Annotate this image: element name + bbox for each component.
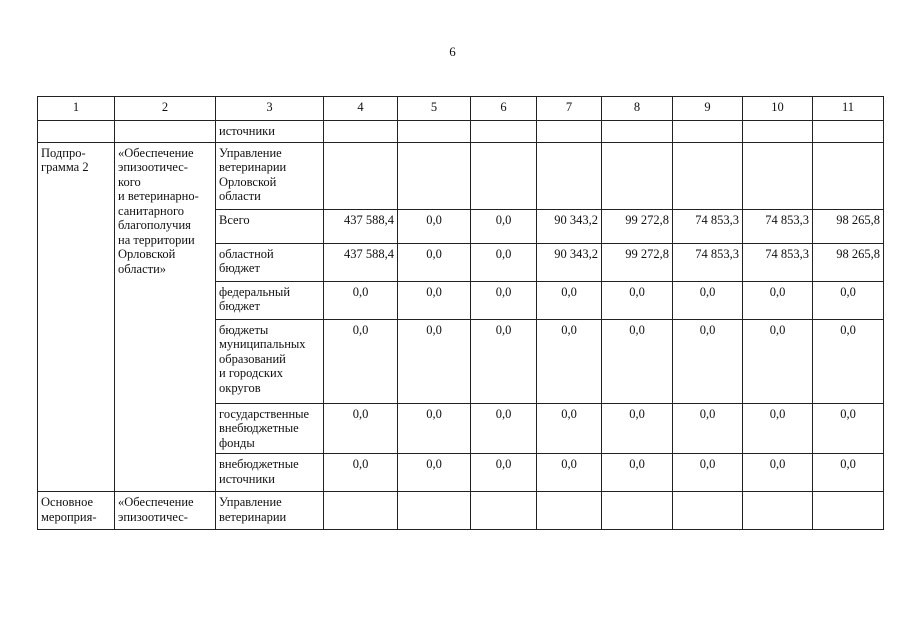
funding-value: 0,0 <box>537 319 602 403</box>
funding-value: 0,0 <box>471 454 537 492</box>
subprogram-title: «Обеспечение эпизоотичес- кого и ветеринарно- санитарного благополучия на территории Орловской области» <box>115 142 216 492</box>
funding-value: 0,0 <box>471 281 537 319</box>
funding-value: 0,0 <box>602 403 673 454</box>
funding-value: 0,0 <box>602 319 673 403</box>
subprogram-manager-row <box>38 142 884 209</box>
header-cell: 1 <box>38 97 115 121</box>
empty-cell <box>673 142 743 209</box>
empty-cell <box>398 142 471 209</box>
funding-value: 0,0 <box>673 319 743 403</box>
funding-value: 0,0 <box>602 454 673 492</box>
header-cell: 5 <box>398 97 471 121</box>
funding-value: 0,0 <box>743 454 813 492</box>
funding-source-label: внебюджетные источники <box>216 454 324 492</box>
main-event-row <box>38 492 884 530</box>
sources-continuation-row <box>38 121 884 143</box>
empty-cell <box>743 492 813 530</box>
funding-value: 0,0 <box>813 454 884 492</box>
empty-cell <box>537 142 602 209</box>
empty-cell <box>38 121 115 143</box>
funding-value: 0,0 <box>471 403 537 454</box>
funding-value: 0,0 <box>537 454 602 492</box>
header-cell: 7 <box>537 97 602 121</box>
empty-cell <box>813 121 884 143</box>
empty-cell <box>602 142 673 209</box>
funding-value: 99 272,8 <box>602 209 673 243</box>
funding-value: 0,0 <box>537 403 602 454</box>
empty-cell <box>602 121 673 143</box>
empty-cell <box>537 121 602 143</box>
main-event-title: «Обеспечение эпизоотичес- <box>115 492 216 530</box>
funding-value: 74 853,3 <box>673 209 743 243</box>
funding-value: 0,0 <box>471 243 537 281</box>
funding-value: 98 265,8 <box>813 243 884 281</box>
page-number: 6 <box>449 44 456 59</box>
funding-value: 90 343,2 <box>537 243 602 281</box>
budget-table <box>37 96 884 530</box>
funding-value: 0,0 <box>813 319 884 403</box>
empty-cell <box>813 492 884 530</box>
empty-cell <box>324 121 398 143</box>
funding-source-label: областной бюджет <box>216 243 324 281</box>
responsible-executor: Управление ветеринарии Орловской области <box>216 142 324 209</box>
funding-source-label: Всего <box>216 209 324 243</box>
empty-cell <box>324 142 398 209</box>
main-event-name: Основное мероприя- <box>38 492 115 530</box>
funding-value: 0,0 <box>324 403 398 454</box>
header-cell: 4 <box>324 97 398 121</box>
funding-value: 0,0 <box>673 454 743 492</box>
funding-value: 437 588,4 <box>324 243 398 281</box>
funding-value: 74 853,3 <box>673 243 743 281</box>
sources-label: источники <box>216 121 324 143</box>
main-event-executor: Управление ветеринарии <box>216 492 324 530</box>
header-cell: 11 <box>813 97 884 121</box>
funding-value: 0,0 <box>673 403 743 454</box>
funding-value: 0,0 <box>471 319 537 403</box>
header-cell: 8 <box>602 97 673 121</box>
funding-value: 0,0 <box>537 281 602 319</box>
subprogram-name: Подпро- грамма 2 <box>38 142 115 492</box>
empty-cell <box>743 121 813 143</box>
empty-cell <box>324 492 398 530</box>
header-cell: 9 <box>673 97 743 121</box>
empty-cell <box>398 492 471 530</box>
funding-source-label: бюджеты муниципальных образований и городских округов <box>216 319 324 403</box>
funding-value: 0,0 <box>471 209 537 243</box>
funding-value: 0,0 <box>324 319 398 403</box>
funding-value: 437 588,4 <box>324 209 398 243</box>
funding-value: 0,0 <box>398 243 471 281</box>
funding-value: 0,0 <box>743 319 813 403</box>
funding-value: 0,0 <box>813 403 884 454</box>
header-cell: 6 <box>471 97 537 121</box>
empty-cell <box>471 142 537 209</box>
empty-cell <box>813 142 884 209</box>
empty-cell <box>673 121 743 143</box>
funding-value: 0,0 <box>813 281 884 319</box>
funding-value: 0,0 <box>743 281 813 319</box>
funding-value: 74 853,3 <box>743 243 813 281</box>
funding-value: 0,0 <box>324 454 398 492</box>
funding-value: 99 272,8 <box>602 243 673 281</box>
empty-cell <box>471 492 537 530</box>
funding-value: 98 265,8 <box>813 209 884 243</box>
header-cell: 3 <box>216 97 324 121</box>
funding-value: 0,0 <box>673 281 743 319</box>
empty-cell <box>743 142 813 209</box>
header-cell: 10 <box>743 97 813 121</box>
funding-value: 90 343,2 <box>537 209 602 243</box>
funding-value: 0,0 <box>398 319 471 403</box>
funding-value: 0,0 <box>743 403 813 454</box>
header-row <box>38 97 884 121</box>
header-cell: 2 <box>115 97 216 121</box>
empty-cell <box>471 121 537 143</box>
funding-value: 0,0 <box>398 209 471 243</box>
funding-source-label: государственные внебюджетные фонды <box>216 403 324 454</box>
funding-value: 74 853,3 <box>743 209 813 243</box>
empty-cell <box>673 492 743 530</box>
empty-cell <box>115 121 216 143</box>
funding-value: 0,0 <box>398 454 471 492</box>
funding-source-label: федеральный бюджет <box>216 281 324 319</box>
funding-value: 0,0 <box>324 281 398 319</box>
empty-cell <box>602 492 673 530</box>
funding-value: 0,0 <box>398 281 471 319</box>
empty-cell <box>537 492 602 530</box>
empty-cell <box>398 121 471 143</box>
funding-value: 0,0 <box>602 281 673 319</box>
funding-value: 0,0 <box>398 403 471 454</box>
